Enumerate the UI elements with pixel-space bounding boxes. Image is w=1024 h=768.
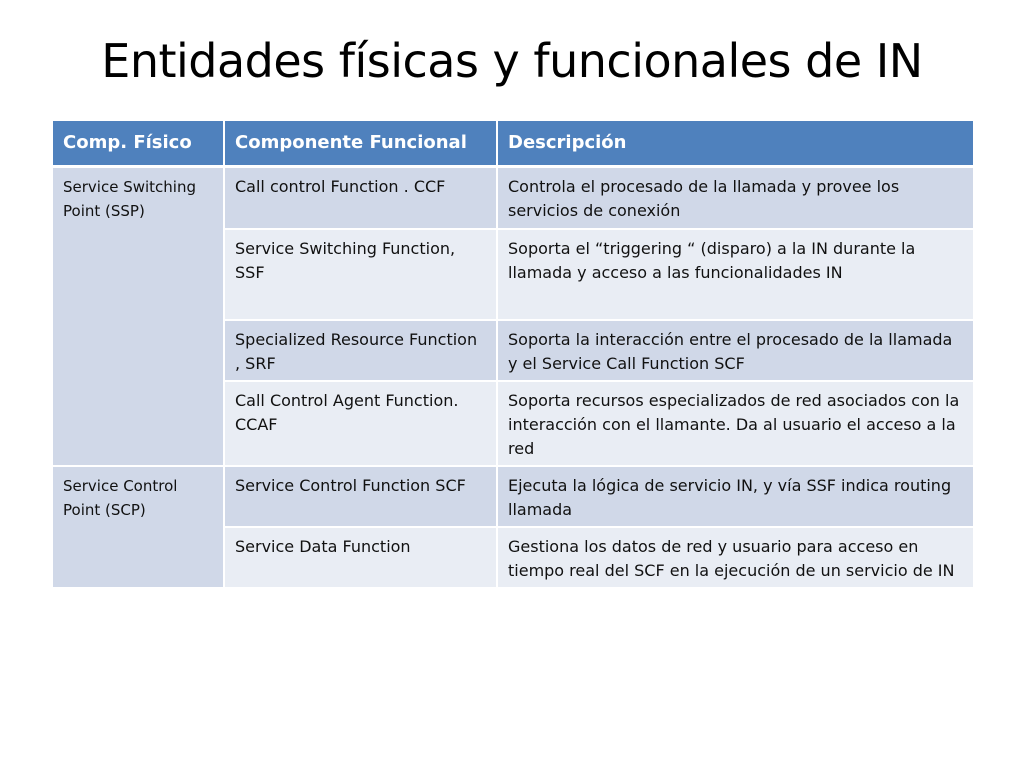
description-cell: Ejecuta la lógica de servicio IN, y vía SSF indica routing llamada xyxy=(497,466,974,527)
description-cell: Gestiona los datos de red y usuario para acceso en tiempo real del SCF en la ejecución de un servicio de IN xyxy=(497,527,974,588)
table-row xyxy=(52,466,974,527)
header-functional-component: Componente Funcional xyxy=(224,120,497,166)
functional-component-cell: Service Data Function xyxy=(224,527,497,588)
description-cell: Controla el procesado de la llamada y provee los servicios de conexión xyxy=(497,166,974,229)
slide-title: Entidades físicas y funcionales de IN xyxy=(101,34,923,88)
functional-component-cell: Call Control Agent Function. CCAF xyxy=(224,381,497,466)
functional-component-cell: Specialized Resource Function , SRF xyxy=(224,320,497,381)
functional-component-cell: Service Control Function SCF xyxy=(224,466,497,527)
description-cell: Soporta el “triggering “ (disparo) a la IN durante la llamada y acceso a las funcionalidades IN xyxy=(497,229,974,320)
table-row xyxy=(52,166,974,229)
physical-component-cell: Service Control Point (SCP) xyxy=(52,466,224,588)
table-header-row xyxy=(52,120,974,166)
physical-component-cell: Service Switching Point (SSP) xyxy=(52,166,224,466)
header-physical-component: Comp. Físico xyxy=(52,120,224,166)
functional-component-cell: Call control Function . CCF xyxy=(224,166,497,229)
entities-table xyxy=(51,119,975,589)
header-description: Descripción xyxy=(497,120,974,166)
description-cell: Soporta la interacción entre el procesado de la llamada y el Service Call Function SCF xyxy=(497,320,974,381)
functional-component-cell: Service Switching Function, SSF xyxy=(224,229,497,320)
description-cell: Soporta recursos especializados de red asociados con la interacción con el llamante. Da al usuario el acceso a la red xyxy=(497,381,974,466)
